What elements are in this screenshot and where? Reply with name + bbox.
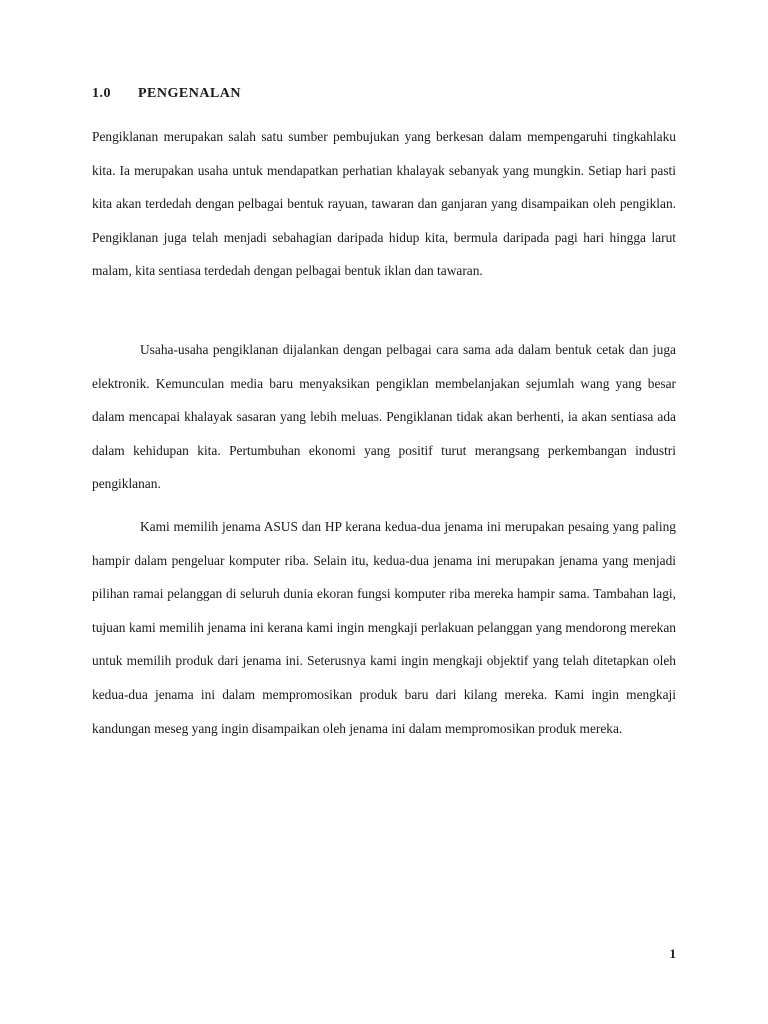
paragraph-advertising-methods: Usaha-usaha pengiklanan dijalankan dengan pelbagai cara sama ada dalam bentuk cetak dan juga elektronik. Kemunculan media baru menyaksikan pengiklan membelanjakan sejumlah wang yang besar dalam mencapai khalayak sasaran yang lebih meluas. Pengiklanan tidak akan berhenti, ia akan sentiasa ada dalam kehidupan kita. Pertumbuhan ekonomi yang positif turut merangsang perkembangan industri pengiklanan. [92,342,676,492]
paragraph-introduction: Pengiklanan merupakan salah satu sumber pembujukan yang berkesan dalam mempengaruhi tingkahlaku kita. Ia merupakan usaha untuk mendapatkan perhatian khalayak sebanyak yang mungkin. Setiap hari pasti kita akan terdedah dengan pelbagai bentuk rayuan, tawaran dan ganjaran yang disampaikan oleh pengiklan. Pengiklanan juga telah menjadi sebahagian daripada hidup kita, bermula daripada pagi hari hingga larut malam, kita sentiasa terdedah dengan pelbagai bentuk iklan dan tawaran. [92,129,676,279]
paragraph-brand-selection: Kami memilih jenama ASUS dan HP kerana kedua-dua jenama ini merupakan pesaing yang paling hampir dalam pengeluar komputer riba. Selain itu, kedua-dua jenama ini merupakan jenama yang menjadi pilihan ramai pelanggan di seluruh dunia ekoran fungsi komputer riba mereka hampir sama. Tambahan lagi, tujuan kami memilih jenama ini kerana kami ingin mengkaji perlakuan pelanggan yang mendorong merekan untuk memilih produk dari jenama ini. Seterusnya kami ingin mengkaji objektif yang telah ditetapkan oleh kedua-dua jenama ini dalam mempromosikan produk baru dari kilang mereka. Kami ingin mengkaji kandungan meseg yang ingin disampaikan oleh jenama ini dalam mempromosikan produk mereka. [92,519,676,736]
page-number: 1 [669,946,676,961]
section-title: PENGENALAN [138,86,242,101]
section-number: 1.0 [92,86,111,101]
section-heading [92,86,241,102]
